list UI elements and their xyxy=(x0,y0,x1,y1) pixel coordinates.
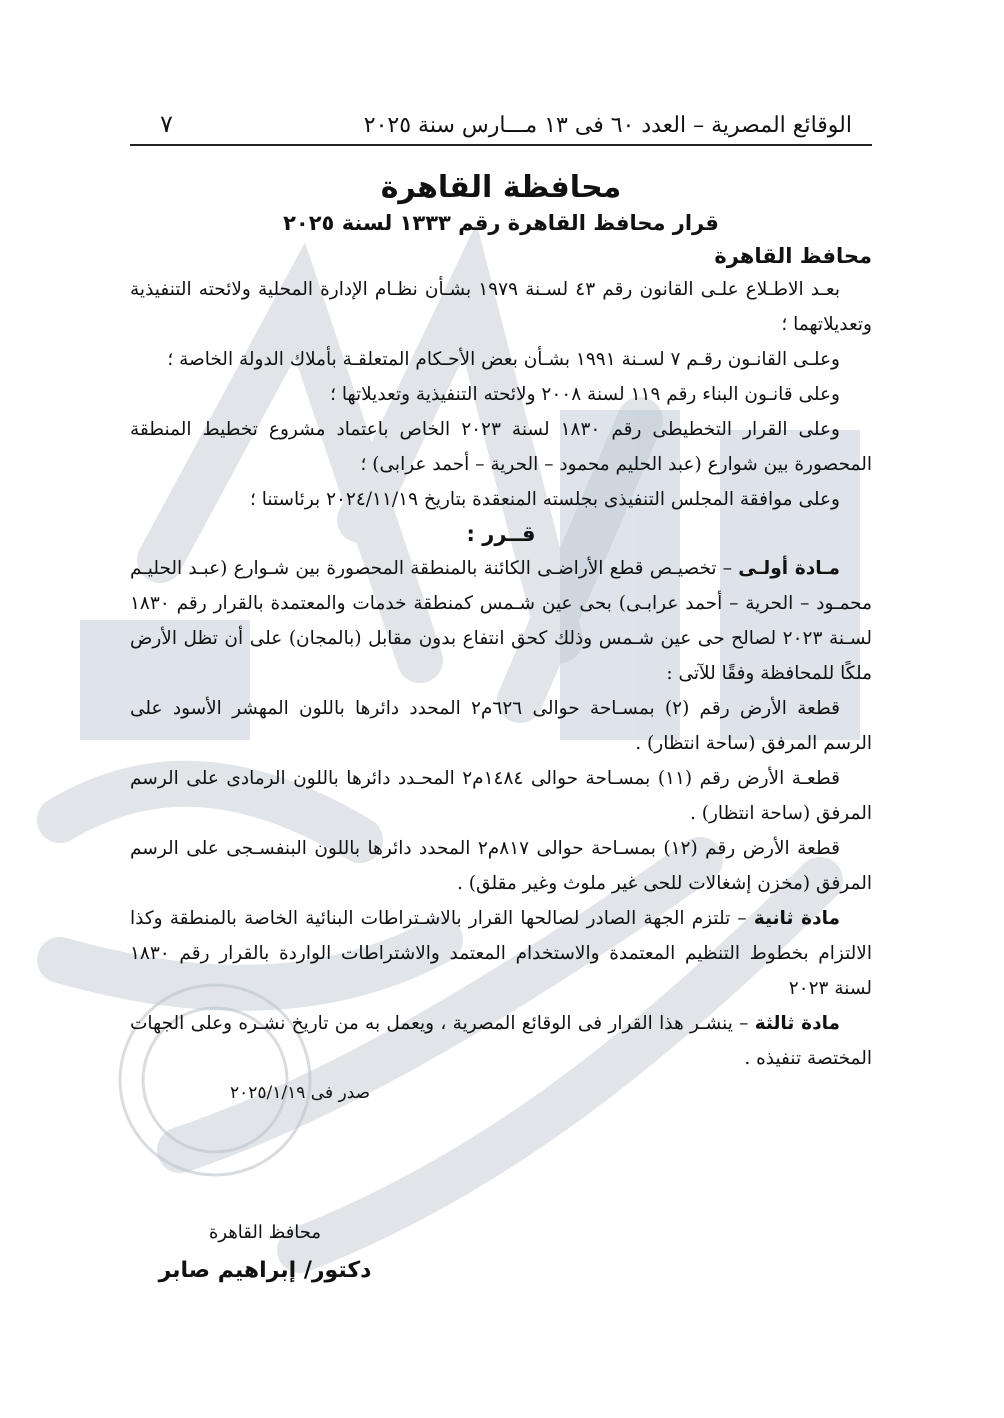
article-3-label: مادة ثالثة xyxy=(754,1013,840,1034)
preamble-clause: وعلـى القانـون رقـم ٧ لسـنة ١٩٩١ بشـأن بعض الأحـكام المتعلقـة بأملاك الدولة الخاصة ؛ xyxy=(167,349,840,370)
article-2-text: – تلتزم الجهة الصادر لصالحها القرار بالاشـتراطات البنائية الخاصة بالمنطقة وكذا الالتزام بخطوط التنظيم المعتمدة والاستخدام المعتمد والاشتراطات الواردة بالقرار رقم ١٨٣٠ لسنة ٢٠٢٣ xyxy=(130,908,872,999)
signature-block xyxy=(145,1215,385,1291)
decree-body xyxy=(130,272,872,1110)
issuer-heading: محافظ القاهرة xyxy=(714,244,872,268)
preamble-clause: وعلى قانـون البناء رقم ١١٩ لسنة ٢٠٠٨ ولائحته التنفيذية وتعديلاتها ؛ xyxy=(330,384,840,405)
running-title: الوقائع المصرية – العدد ٦٠ فى ١٣ مـــارس سنة ٢٠٢٥ xyxy=(363,113,852,138)
article-2 xyxy=(130,901,872,1006)
article-3 xyxy=(130,1006,872,1076)
preamble-clause: وعلى موافقة المجلس التنفيذى بجلسته المنعقدة بتاريخ ٢٠٢٤/١١/١٩ برئاستنا ؛ xyxy=(249,489,840,510)
page-number: ٧ xyxy=(160,110,173,138)
signatory-title: محافظ القاهرة xyxy=(208,1222,322,1243)
article-2-label: مادة ثانية xyxy=(753,908,840,929)
preamble-clause: وعلى القرار التخطيطى رقم ١٨٣٠ لسنة ٢٠٢٣ الخاص باعتماد مشروع تخطيط المنطقة المحصورة بين شوارع (عبد الحليم محمود – الحرية – أحمد عرابى) ؛ xyxy=(130,419,872,475)
gazette-page xyxy=(130,110,872,1110)
article-3-text: – ينشـر هذا القرار فى الوقائع المصرية ، ويعمل به من تاريخ نشـره وعلى الجهات المختصة تنفيذه . xyxy=(130,1013,872,1069)
article-1-text: – تخصيـص قطع الأراضـى الكائنة بالمنطقة المحصورة بين شـوارع (عبـد الحليـم محمـود – الحرية – أحمد عرابـى) بحى عين شـمس كمنطقة خدمات والمعتمدة بالقرار رقم ١٨٣٠ لسـنة ٢٠٢٣ لصالح حى عين شـمس وذلك كحق انتفاع بدون مقابل (بالمجان) على أن تظل الأرض ملكًا للمحافظة وفقًا للآتى : xyxy=(130,558,873,684)
signatory-name: دكتور/ إبراهيم صابر xyxy=(158,1258,372,1283)
plot-item: قطعة الأرض رقم (٢) بمسـاحة حوالى ٦٢٦م٢ المحدد دائرها باللون المهشر الأسود على الرسم المرفق (ساحة انتظار) . xyxy=(130,698,872,754)
issue-date: صدر فى ٢٠٢٥/١/١٩ xyxy=(230,1083,371,1103)
running-header xyxy=(130,110,872,146)
document-title: محافظة القاهرة xyxy=(380,170,622,205)
article-1-label: مـادة أولـى xyxy=(738,558,840,579)
preamble-clause: بعـد الاطـلاع علـى القانون رقم ٤٣ لسـنة ١٩٧٩ بشـأن نظـام الإدارة المحلية ولائحته التنفيذية وتعديلاتهما ؛ xyxy=(130,279,872,335)
plot-item: قطعة الأرض رقم (١٢) بمسـاحة حوالى ٨١٧م٢ المحدد دائرها باللون البنفسـجى على الرسم المرفق (مخزن إشغالات للحى غير ملوث وغير مقلق) . xyxy=(130,838,872,894)
article-1 xyxy=(130,551,872,691)
plot-item: قطعـة الأرض رقم (١١) بمسـاحة حوالى ١٤٨٤م٢ المحـدد دائرها باللون الرمادى على الرسم المرفق (ساحة انتظار) . xyxy=(130,768,872,824)
decided-heading: قــرر : xyxy=(466,522,536,546)
decree-subtitle: قرار محافظ القاهرة رقم ١٣٣٣ لسنة ٢٠٢٥ xyxy=(283,211,719,235)
